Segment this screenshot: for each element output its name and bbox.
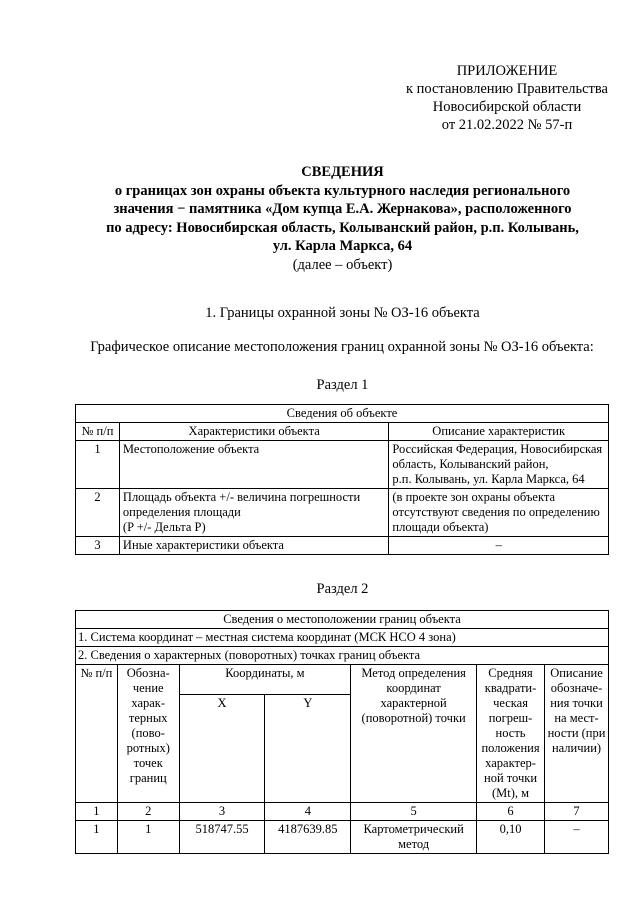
column-number: 6 (477, 803, 545, 821)
object-info-table (75, 404, 609, 555)
location-region: Российская Федерация, Новосибирская область, Колыванский район, (392, 442, 603, 471)
area-formula: (P +/- Дельта P) (122, 520, 206, 534)
row-characteristic (119, 489, 388, 537)
coordinate-system: 1. Система координат – местная система координат (МСК НСО 4 зона) (76, 629, 609, 647)
point-y: 4187639.85 (265, 821, 351, 854)
row-description: (в проекте зон охраны объекта отсутствуют сведения по определению площади объекта) (389, 489, 609, 537)
point-designation: 1 (117, 821, 179, 854)
section2-title: Раздел 2 (316, 581, 369, 597)
table-row (76, 537, 609, 555)
header-x: X (179, 695, 265, 803)
annex-region: Новосибирской области (432, 99, 582, 115)
point-error: 0,10 (477, 821, 545, 854)
column-number: 7 (545, 803, 609, 821)
header-designation: Обозна-чение харак-терных (пово-ротных) точек границ (117, 665, 179, 803)
header-coordinates: Координаты, м (179, 665, 351, 695)
row-characteristic: Иные характеристики объекта (119, 537, 388, 555)
row-num: 1 (76, 441, 120, 489)
row-num: 3 (76, 537, 120, 555)
column-number: 2 (117, 803, 179, 821)
heading-line-4: ул. Карла Маркса, 64 (272, 238, 413, 254)
table-row (76, 441, 609, 489)
boundary-table-title: Сведения о местоположении границ объекта (76, 611, 609, 629)
point-x: 518747.55 (179, 821, 265, 854)
section1-title: Раздел 1 (316, 377, 369, 393)
heading-note: (далее – объект) (292, 256, 393, 273)
column-number: 3 (179, 803, 265, 821)
row-description: – (389, 537, 609, 555)
object-info-table-title: Сведения об объекте (76, 405, 609, 423)
row-characteristic: Местоположение объекта (119, 441, 388, 489)
row-num: 2 (76, 489, 120, 537)
location-street: р.п. Колывань, ул. Карла Маркса, 64 (392, 472, 585, 486)
header-method: Метод определения координат характерной (поворотной) точки (351, 665, 477, 803)
heading-title: СВЕДЕНИЯ (301, 164, 384, 180)
document-heading (70, 163, 615, 274)
column-number: 4 (265, 803, 351, 821)
header-characteristics: Характеристики объекта (119, 423, 388, 441)
point-num: 1 (76, 821, 118, 854)
column-number: 1 (76, 803, 118, 821)
table-header-row (76, 665, 609, 695)
column-number-row (76, 803, 609, 821)
header-y: Y (265, 695, 351, 803)
annex-block (392, 62, 622, 134)
row-description (389, 441, 609, 489)
heading-line-2: значения − памятника «Дом купца Е.А. Жернакова», расположенного (113, 201, 572, 217)
header-num: № п/п (76, 423, 120, 441)
area-text: Площадь объекта +/- величина погрешности определения площади (122, 490, 361, 519)
boundary-points-table (75, 610, 609, 854)
graphic-description: Графическое описание местоположения границ охранной зоны № ОЗ-16 объекта: (90, 339, 594, 355)
header-description: Описание характеристик (389, 423, 609, 441)
header-num: № п/п (76, 665, 118, 803)
column-number: 5 (351, 803, 477, 821)
table-header-row (76, 423, 609, 441)
table-row (76, 821, 609, 854)
table-row (76, 489, 609, 537)
annex-date-number: от 21.02.2022 № 57-п (441, 117, 573, 133)
annex-label: ПРИЛОЖЕНИЕ (456, 63, 558, 79)
header-error: Средняя квадрати-ческая погреш-ность положения характер-ной точки (Mt), м (477, 665, 545, 803)
heading-line-3: по адресу: Новосибирская область, Колыванский район, р.п. Колывань, (106, 219, 579, 236)
header-point-description: Описание обозначе-ния точки на мест-ности (при наличии) (545, 665, 609, 803)
heading-line-1: о границах зон охраны объекта культурного наследия регионального (114, 182, 571, 199)
point-description: – (545, 821, 609, 854)
annex-resolution: к постановлению Правительства (406, 81, 608, 97)
boundary-title: 1. Границы охранной зоны № ОЗ-16 объекта (205, 305, 480, 321)
points-title: 2. Сведения о характерных (поворотных) точках границ объекта (76, 647, 609, 665)
point-method: Картометрический метод (351, 821, 477, 854)
